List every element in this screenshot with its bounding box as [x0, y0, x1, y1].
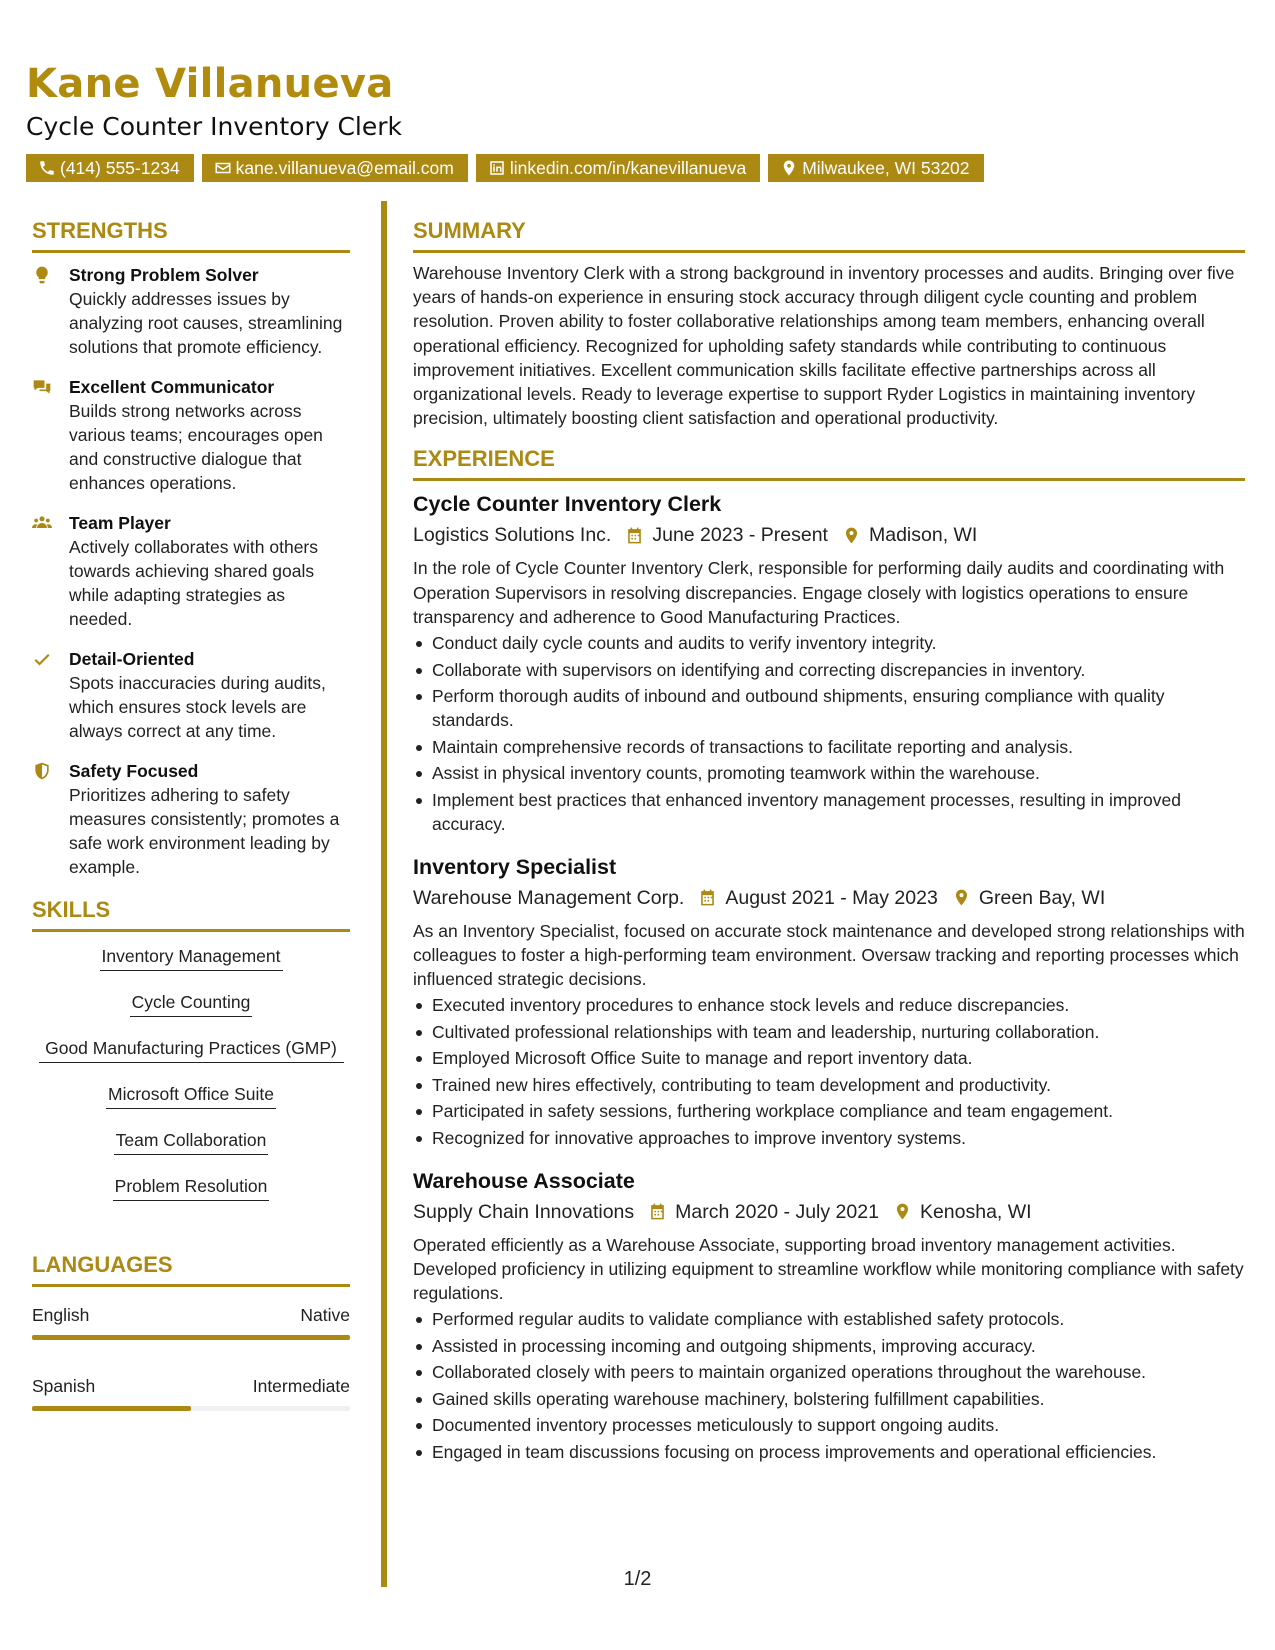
- list-item: Perform thorough audits of inbound and outbound shipments, ensuring compliance with quality standards.: [413, 684, 1245, 732]
- job-company: Logistics Solutions Inc.: [413, 524, 612, 547]
- column-divider: [381, 201, 387, 1587]
- phone-icon: [38, 159, 56, 177]
- language-row: [32, 1303, 350, 1327]
- job-location: Kenosha, WI: [919, 1200, 1032, 1223]
- contact-linkedin-text: linkedin.com/in/kanevillanueva: [509, 158, 747, 178]
- language-name: Spanish: [32, 1376, 96, 1396]
- job-dates: August 2021 - May 2023: [725, 886, 938, 909]
- list-item: Collaborated closely with peers to maintain organized operations throughout the warehouse.: [413, 1360, 1245, 1384]
- list-item: Trained new hires effectively, contributing to team development and productivity.: [413, 1073, 1245, 1097]
- strength-item: [32, 375, 350, 495]
- job-meta: [413, 883, 1245, 913]
- experience-heading: EXPERIENCE: [413, 444, 1245, 481]
- languages-heading: LANGUAGES: [32, 1250, 350, 1287]
- job-bullets: [413, 1307, 1245, 1464]
- contact-linkedin[interactable]: [476, 154, 760, 182]
- skill-tag: Team Collaboration: [114, 1128, 269, 1155]
- list-item: Assist in physical inventory counts, promoting teamwork within the warehouse.: [413, 761, 1245, 785]
- resume-header: [26, 60, 1256, 182]
- job-location: Green Bay, WI: [978, 886, 1106, 909]
- strength-desc: Actively collaborates with others towards achieving shared goals while adapting strategies as needed.: [69, 537, 318, 629]
- language-row: [32, 1374, 350, 1398]
- strength-item: [32, 647, 350, 743]
- language-bar-fill: [32, 1335, 350, 1340]
- language-bar: [32, 1406, 350, 1411]
- page-number: 1/2: [623, 1568, 652, 1590]
- job-title: Cycle Counter Inventory Clerk: [413, 492, 722, 517]
- list-item: Gained skills operating warehouse machinery, bolstering fulfillment capabilities.: [413, 1387, 1245, 1411]
- job-bullets: [413, 631, 1245, 836]
- skills-heading: SKILLS: [32, 895, 350, 932]
- job-meta: [413, 1197, 1245, 1227]
- strength-desc: Prioritizes adhering to safety measures consistently; promotes a safe work environment leading by example.: [69, 785, 340, 877]
- skill-tag: Inventory Management: [100, 944, 283, 971]
- calendar-icon: [625, 526, 644, 545]
- candidate-name: Kane Villanueva: [26, 61, 394, 107]
- list-item: Participated in safety sessions, furthering workplace compliance and team engagement.: [413, 1099, 1245, 1123]
- summary-heading: SUMMARY: [413, 216, 1245, 253]
- contact-phone[interactable]: [26, 154, 194, 182]
- list-item: Employed Microsoft Office Suite to manage and report inventory data.: [413, 1046, 1245, 1070]
- contact-location-text: Milwaukee, WI 53202: [802, 158, 970, 178]
- strength-desc: Spots inaccuracies during audits, which ensures stock levels are always correct at any time.: [69, 673, 326, 741]
- map-pin-icon: [780, 159, 798, 177]
- left-column: [32, 216, 350, 1445]
- strength-title: Safety Focused: [69, 761, 199, 781]
- language-bar: [32, 1335, 350, 1340]
- list-item: Implement best practices that enhanced inventory management processes, resulting in improved accuracy.: [413, 788, 1245, 836]
- calendar-icon: [648, 1202, 667, 1221]
- comments-icon: [32, 377, 52, 397]
- contact-email[interactable]: [202, 154, 468, 182]
- job-company: Supply Chain Innovations: [413, 1200, 635, 1223]
- candidate-title: Cycle Counter Inventory Clerk: [26, 112, 403, 141]
- skill-tag: Problem Resolution: [113, 1174, 270, 1201]
- languages-list: [32, 1303, 350, 1411]
- linkedin-icon: [488, 159, 506, 177]
- map-pin-icon: [952, 888, 971, 907]
- list-item: Maintain comprehensive records of transactions to facilitate reporting and analysis.: [413, 735, 1245, 759]
- strength-item: [32, 263, 350, 359]
- language-bar-fill: [32, 1406, 191, 1411]
- list-item: Conduct daily cycle counts and audits to verify inventory integrity.: [413, 631, 1245, 655]
- calendar-icon: [698, 888, 717, 907]
- strength-desc: Builds strong networks across various teams; encourages open and constructive dialogue that enhances operations.: [69, 401, 323, 493]
- strength-title: Team Player: [69, 513, 171, 533]
- strength-title: Excellent Communicator: [69, 377, 275, 397]
- list-item: Documented inventory processes meticulously to support ongoing audits.: [413, 1413, 1245, 1437]
- job-location: Madison, WI: [868, 524, 978, 547]
- strength-title: Detail-Oriented: [69, 649, 195, 669]
- contact-bar: [26, 154, 1256, 182]
- check-icon: [32, 649, 52, 669]
- job-dates: June 2023 - Present: [652, 524, 828, 547]
- job-entry: [413, 489, 1245, 835]
- job-title: Inventory Specialist: [413, 854, 617, 879]
- strength-item: [32, 759, 350, 879]
- job-description: As an Inventory Specialist, focused on accurate stock maintenance and developed strong relationships with colleagues to foster a high-performing team environment. Oversaw tracking and reporting processes which influenced strategic decisions.: [413, 920, 1245, 989]
- language-level: Intermediate: [252, 1376, 350, 1396]
- skill-tag: Microsoft Office Suite: [106, 1082, 276, 1109]
- list-item: Performed regular audits to validate compliance with established safety protocols.: [413, 1307, 1245, 1331]
- map-pin-icon: [842, 526, 861, 545]
- skill-tag: Good Manufacturing Practices (GMP): [39, 1036, 344, 1063]
- skills-list: [32, 944, 350, 1220]
- job-entry: [413, 1166, 1245, 1464]
- list-item: Collaborate with supervisors on identifying and correcting discrepancies in inventory.: [413, 658, 1245, 682]
- job-bullets: [413, 993, 1245, 1150]
- strength-item: [32, 511, 350, 631]
- list-item: Cultivated professional relationships with team and leadership, nurturing collaboration.: [413, 1020, 1245, 1044]
- job-description: Operated efficiently as a Warehouse Associate, supporting broad inventory management activities. Developed proficiency in utilizing equipment to streamline workflow while monitoring compliance with safety regulations.: [413, 1234, 1244, 1304]
- contact-phone-text: (414) 555-1234: [60, 158, 180, 178]
- skill-tag: Cycle Counting: [130, 990, 253, 1017]
- strength-title: Strong Problem Solver: [69, 265, 259, 285]
- job-dates: March 2020 - July 2021: [675, 1200, 879, 1223]
- job-description: In the role of Cycle Counter Inventory Clerk, responsible for performing daily audits and coordinating with Operation Supervisors in resolving discrepancies. Engage closely with logistics operations to ensure transparency and adherence to Good Manufacturing Practices.: [413, 558, 1225, 627]
- list-item: Executed inventory procedures to enhance stock levels and reduce discrepancies.: [413, 993, 1245, 1017]
- right-column: [413, 216, 1245, 1480]
- contact-location: [768, 154, 983, 182]
- envelope-icon: [214, 159, 232, 177]
- list-item: Assisted in processing incoming and outgoing shipments, improving accuracy.: [413, 1334, 1245, 1358]
- job-title: Warehouse Associate: [413, 1168, 635, 1193]
- map-pin-icon: [893, 1202, 912, 1221]
- strength-desc: Quickly addresses issues by analyzing root causes, streamlining solutions that promote efficiency.: [69, 289, 343, 357]
- shield-icon: [32, 761, 52, 781]
- language-level: Native: [300, 1305, 350, 1325]
- summary-text: Warehouse Inventory Clerk with a strong background in inventory processes and audits. Bringing over five years of hands-on experience in ensuring stock accuracy through diligent cycle counting and problem resolution. Proven ability to foster collaborative relationships among team members, enhancing overall operational efficiency. Recognized for upholding safety standards while contributing to continuous improvement initiatives. Excellent communication skills facilitate effective partnerships across all organizational levels. Ready to leverage expertise to support Ryder Logistics in maintaining inventory precision, ultimately boosting client satisfaction and operational productivity.: [413, 263, 1235, 429]
- list-item: Recognized for innovative approaches to improve inventory systems.: [413, 1126, 1245, 1150]
- job-company: Warehouse Management Corp.: [413, 886, 685, 909]
- language-name: English: [32, 1305, 90, 1325]
- list-item: Engaged in team discussions focusing on process improvements and operational efficiencies.: [413, 1440, 1245, 1464]
- job-entry: [413, 852, 1245, 1150]
- job-meta: [413, 520, 1245, 550]
- strengths-heading: STRENGTHS: [32, 216, 350, 253]
- users-icon: [32, 513, 52, 533]
- strengths-list: [32, 263, 350, 879]
- lightbulb-icon: [32, 265, 52, 285]
- contact-email-text: kane.villanueva@email.com: [235, 158, 454, 178]
